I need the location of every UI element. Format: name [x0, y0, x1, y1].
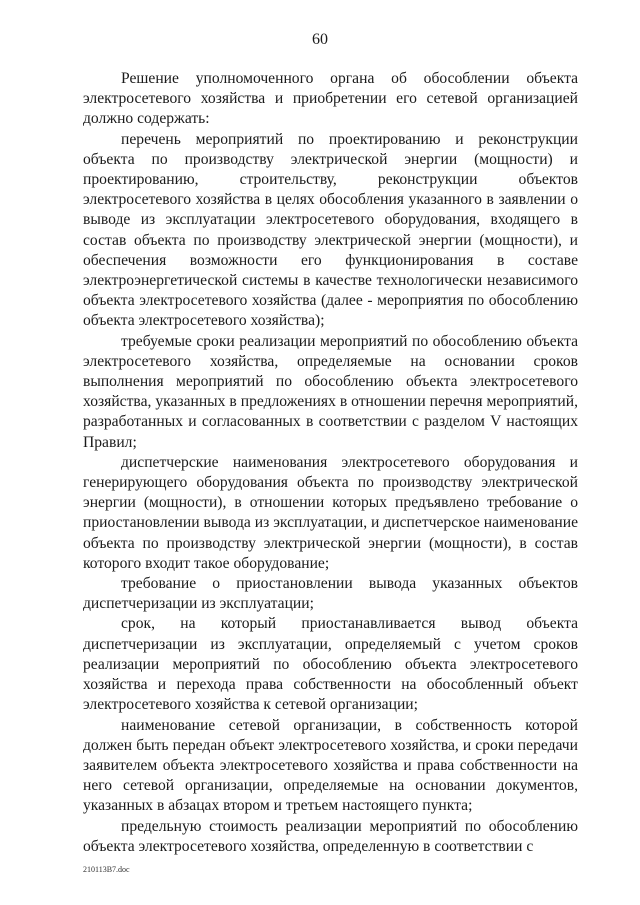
paragraph-intro: Решение уполномоченного органа об обособлении объекта электросетевого хозяйства и приобретении его сетевой организацией должно содержать:	[83, 70, 578, 128]
paragraph-measures-list: перечень мероприятий по проектированию и реконструкции объекта по производству электрической энергии (мощности) и проектированию, строительству, реконструкции объектов электросетевого хозяйства в целях обособления указанного в заявлении о выводе из эксплуатации электросетевого оборудования, входящего в состав объекта по производству электрической энергии (мощности), и обеспечения возможности его функционирования в составе электроэнергетической системы в качестве технологически независимого объекта электросетевого хозяйства (далее - мероприятия по обособлению объекта электросетевого хозяйства);	[83, 130, 578, 330]
paragraph-suspension-requirement: требование о приостановлении вывода указанных объектов диспетчеризации из эксплуатации;	[83, 575, 578, 613]
paragraph-maximum-cost: предельную стоимость реализации мероприятий по обособлению объекта электросетевого хозяйства, определенную в соответствии с	[83, 817, 578, 855]
document-footer: 210113B7.doc	[83, 865, 130, 874]
paragraph-required-terms: требуемые сроки реализации мероприятий по обособлению объекта электросетевого хозяйства, определяемые на основании сроков выполнения мероприятий по обособлению объекта электросетевого хозяйства, указанных в предложениях в отношении перечня мероприятий, разработанных и согласованных в соответствии с разделом V настоящих Правил;	[83, 332, 578, 451]
paragraph-grid-organization: наименование сетевой организации, в собственность которой должен быть передан объект электросетевого хозяйства, и сроки передачи заявителем объекта электросетевого хозяйства и права собственности на него сетевой организации, определяемые на основании документов, указанных в абзацах втором и третьем настоящего пункта;	[83, 716, 578, 815]
document-body	[83, 69, 578, 857]
paragraph-suspension-term: срок, на который приостанавливается вывод объекта диспетчеризации из эксплуатации, определяемый с учетом сроков реализации мероприятий по обособлению объекта электросетевого хозяйства и перехода права собственности на обособленный объект электросетевого хозяйства к сетевой организации;	[83, 615, 578, 714]
paragraph-dispatch-names: диспетчерские наименования электросетевого оборудования и генерирующего оборудования объекта по производству электрической энергии (мощности), в отношении которых предъявлено требование о приостановлении вывода из эксплуатации, и диспетчерское наименование объекта по производству электрической энергии (мощности), в состав которого входит такое оборудование;	[83, 453, 578, 572]
page-number: 60	[312, 31, 328, 48]
